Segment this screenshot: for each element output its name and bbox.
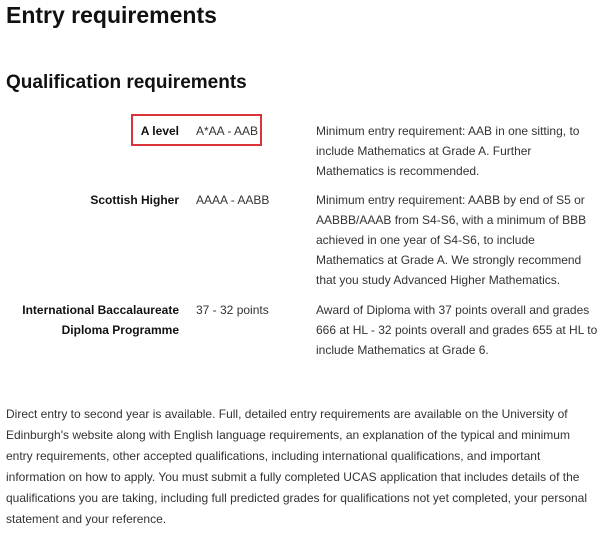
section-title: Qualification requirements (6, 72, 247, 93)
qualification-name: Scottish Higher (90, 193, 179, 207)
page-title: Entry requirements (6, 2, 217, 28)
qualification-name-line: Diploma Programme (61, 323, 179, 337)
qualification-requirement: Minimum entry requirement: AABB by end of S5 or AABBB/AAAB from S4-S6, with a minimum of BBB achieved in one year of S4-S6, to include Mathematics at Grade A. We strongly recommend that you study Advanced Higher Mathematics. (316, 193, 587, 287)
qualification-name (4, 300, 179, 340)
qualification-grades: AAAA - AABB (196, 193, 270, 207)
qualification-requirement: Award of Diploma with 37 points overall and grades 666 at HL - 32 points overall and grades 655 at HL to include Mathematics at Grade 6. (316, 303, 598, 357)
qualification-grades: A*AA - AAB (196, 124, 259, 138)
a-level-highlight-box (131, 114, 262, 146)
qualification-name-line: International Baccalaureate (22, 303, 179, 317)
qualification-grades: 37 - 32 points (196, 303, 269, 317)
qualification-name: A level (140, 124, 179, 138)
qualification-requirement: Minimum entry requirement: AAB in one sitting, to include Mathematics at Grade A. Further Mathematics is recommended. (316, 124, 580, 178)
entry-info-paragraph: Direct entry to second year is available. Full, detailed entry requirements are available on the University of Edinburgh's website along with English language requirements, an explanation of the typical and minimum entry requirements, other accepted qualifications, including international qualifications, and important information on how to apply. You must submit a fully completed UCAS application that includes details of the qualifications you are taking, including full predicted grades for qualifications not yet completed, your personal statement and your reference. (6, 407, 588, 526)
